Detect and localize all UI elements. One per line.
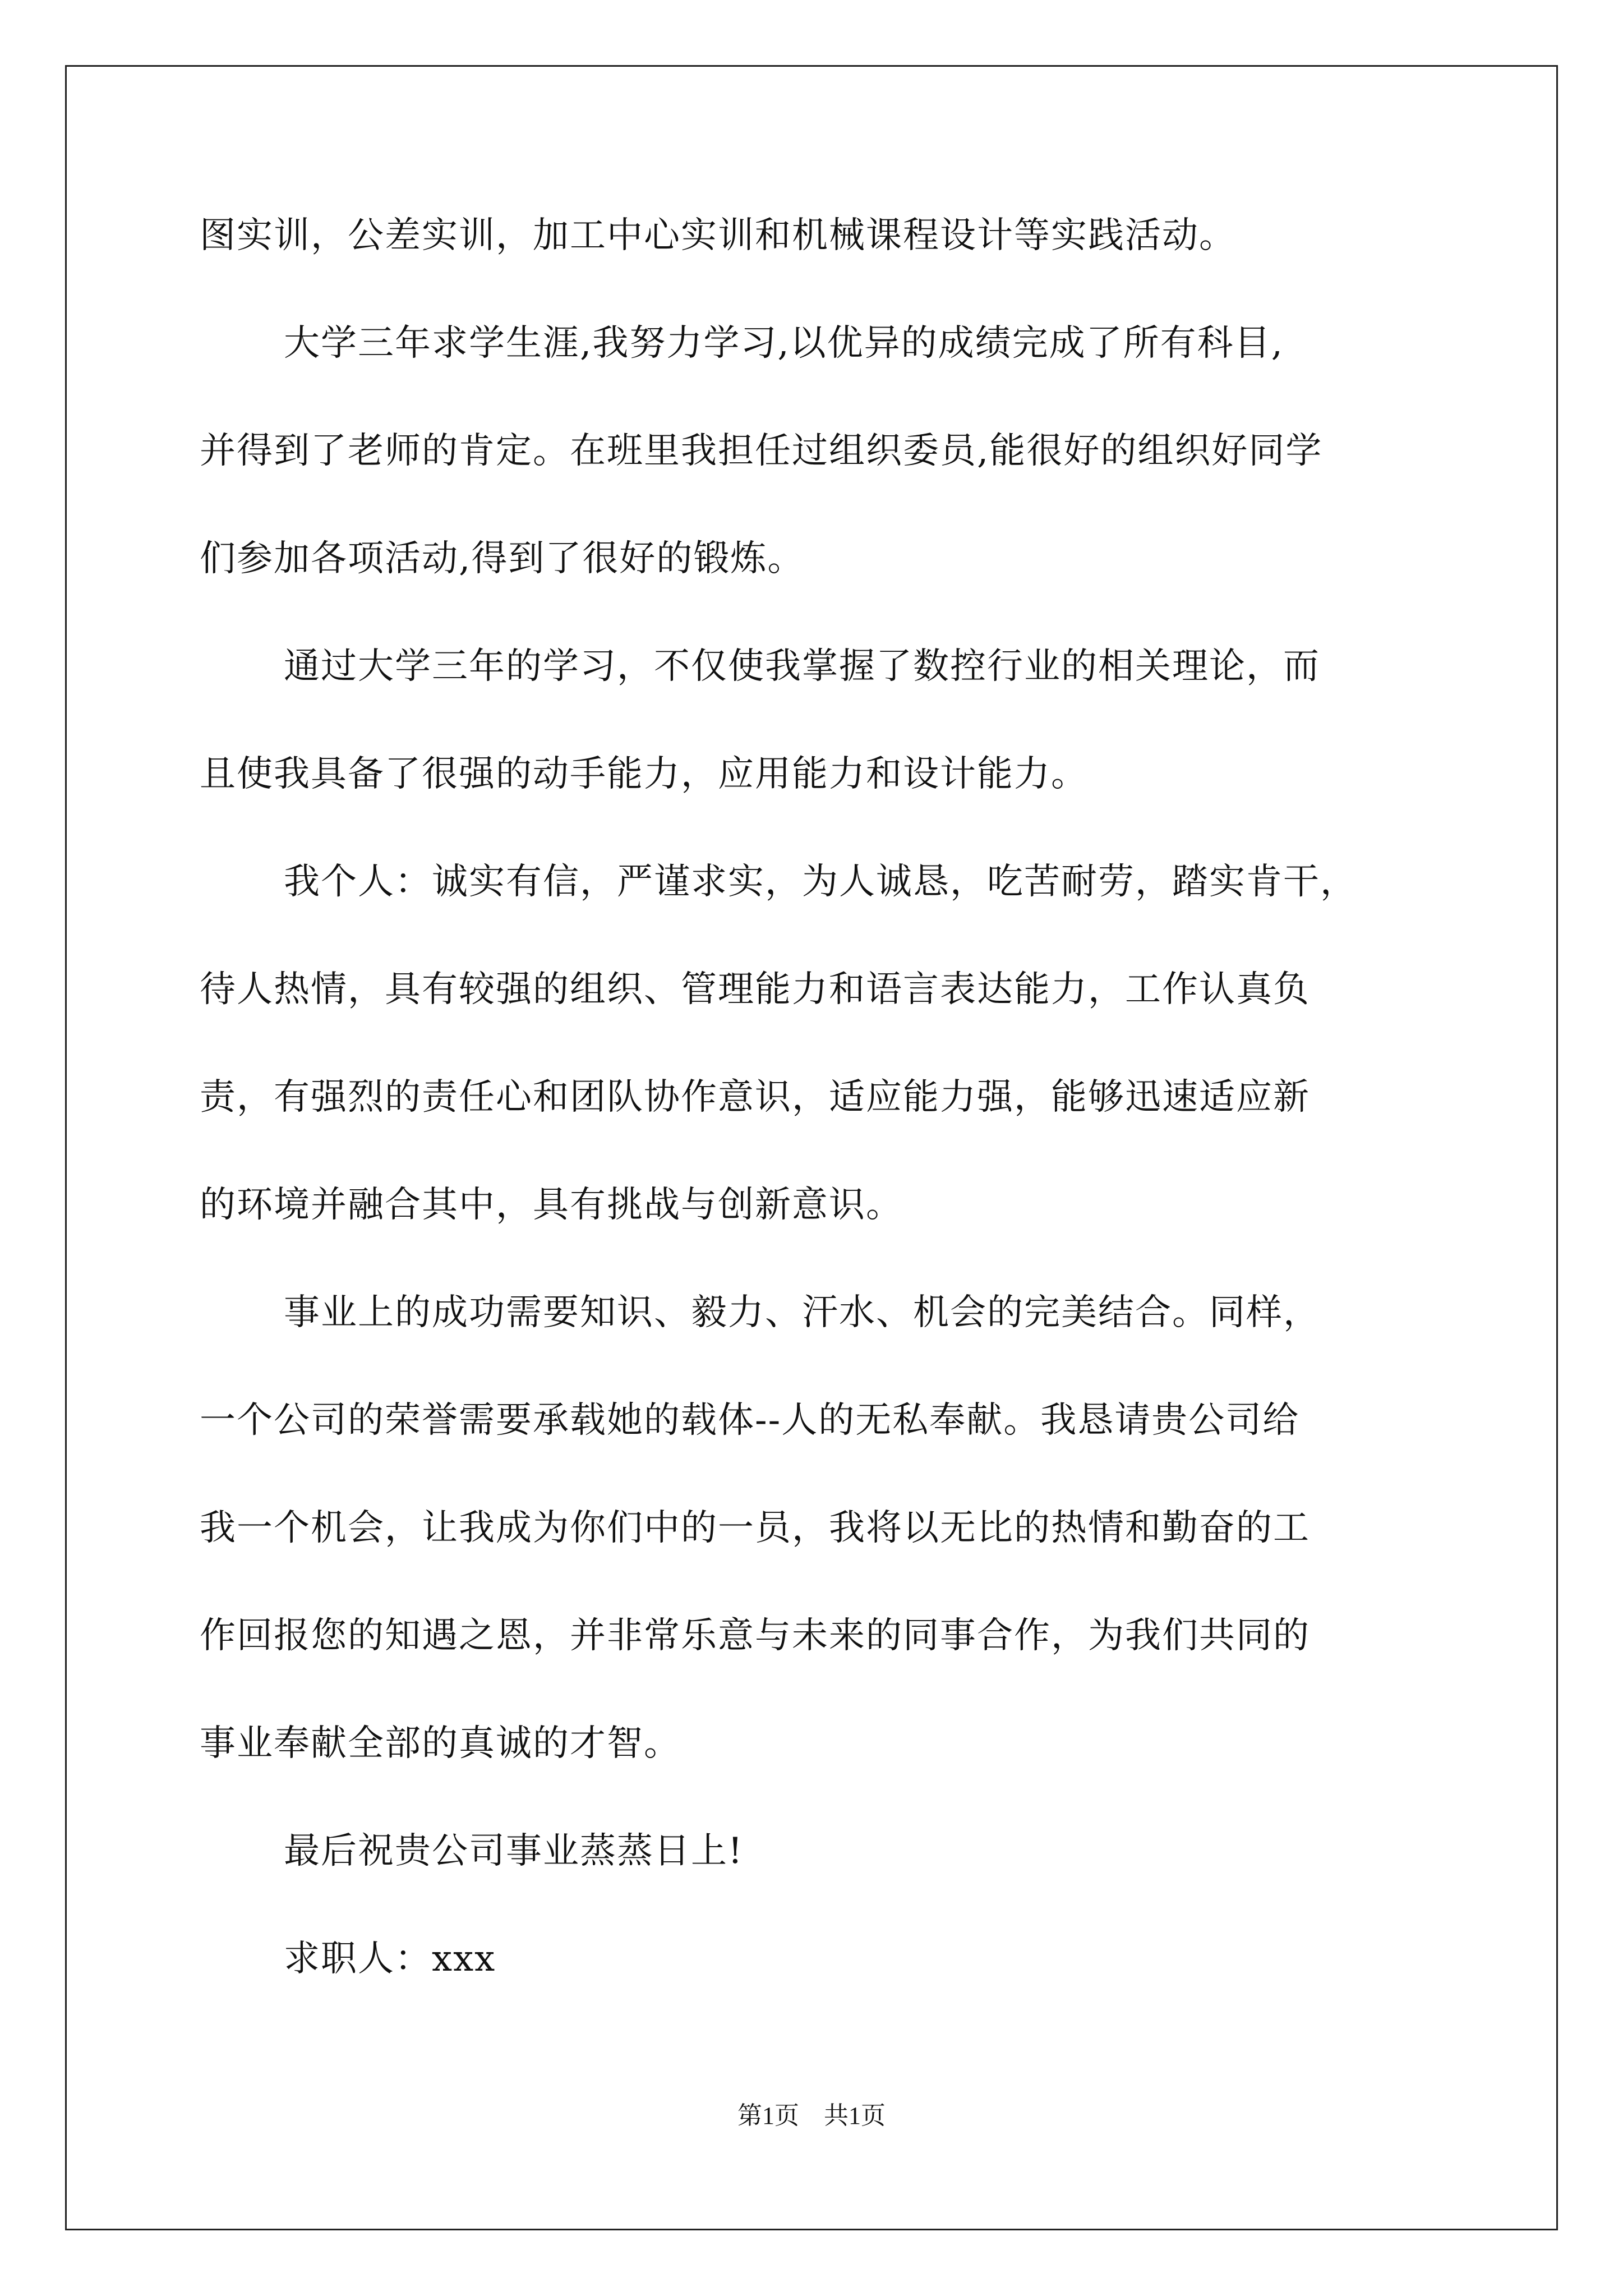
text-line: 责，有强烈的责任心和团队协作意识，适应能力强，能够迅速适应新 (200, 1076, 1310, 1118)
text-line: 的环境并融合其中，具有挑战与创新意识。 (200, 1184, 903, 1226)
paragraph-first-line: 事业上的成功需要知识、毅力、汗水、机会的完美结合。同样， (284, 1292, 1320, 1333)
letter-body (200, 215, 1433, 2049)
page-number: 第1页 共1页 (737, 2102, 886, 2129)
paragraph-first-line: 通过大学三年的学习，不仅使我掌握了数控行业的相关理论，而 (284, 646, 1320, 687)
text-line: 我一个机会，让我成为你们中的一员，我将以无比的热情和勤奋的工 (200, 1507, 1310, 1549)
paragraph-first-line: 大学三年求学生涯,我努力学习,以优异的成绩完成了所有科目, (284, 323, 1284, 364)
text-line: 并得到了老师的肯定。在班里我担任过组织委员,能很好的组织好同学 (200, 430, 1323, 472)
text-line: 一个公司的荣誉需要承载她的载体--人的无私奉献。我恳请贵公司给 (200, 1400, 1300, 1441)
text-line: 作回报您的知遇之恩，并非常乐意与未来的同事合作，为我们共同的 (200, 1615, 1310, 1657)
text-line: 图实训，公差实训，加工中心实训和机械课程设计等实践活动。 (200, 215, 1236, 256)
text-line: 事业奉献全部的真诚的才智。 (200, 1723, 681, 1764)
text-line: 待人热情，具有较强的组织、管理能力和语言表达能力，工作认真负 (200, 969, 1310, 1010)
applicant-signature: 求职人：xxx (284, 1938, 496, 1980)
paragraph-first-line: 我个人：诚实有信，严谨求实，为人诚恳，吃苦耐劳，踏实肯干， (284, 861, 1357, 903)
text-line: 且使我具备了很强的动手能力，应用能力和设计能力。 (200, 753, 1088, 795)
closing-wish: 最后祝贵公司事业蒸蒸日上! (284, 1830, 744, 1872)
text-line: 们参加各项活动,得到了很好的锻炼。 (200, 538, 805, 579)
